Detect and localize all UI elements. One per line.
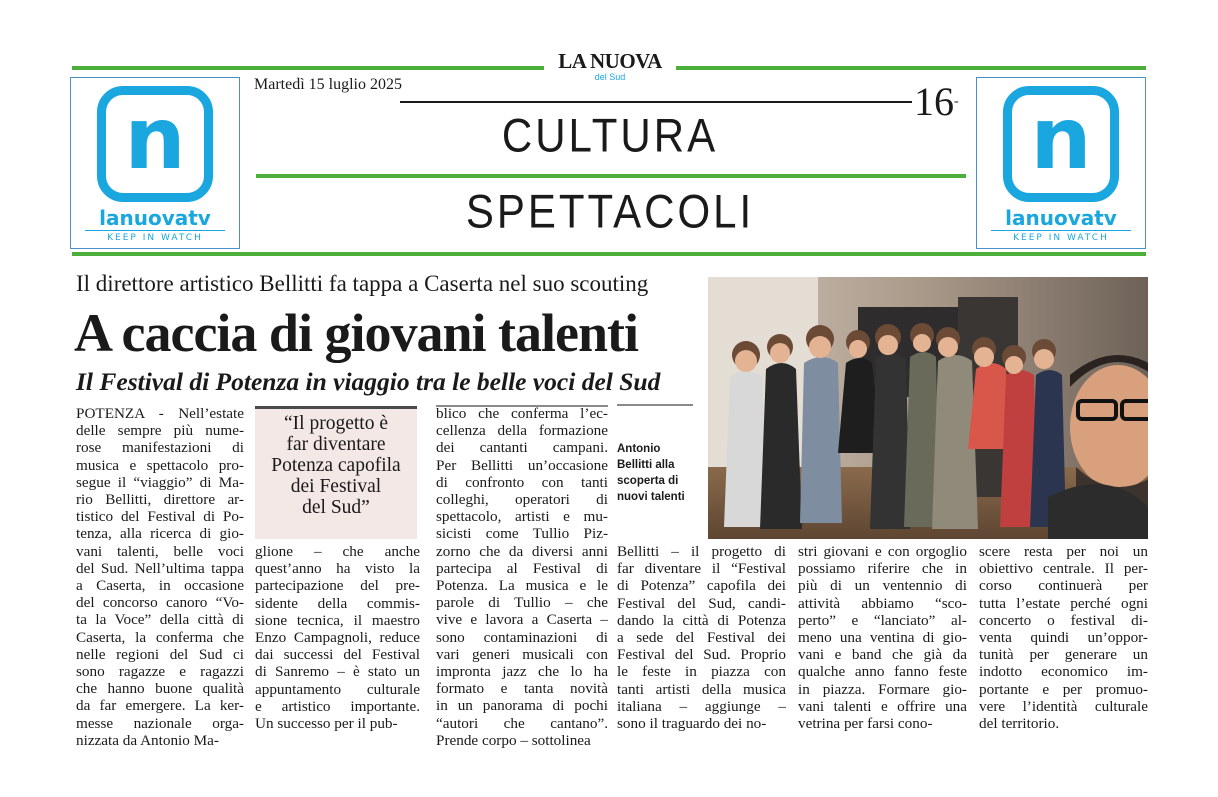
- body-text-line: vani talenti e offrire una: [798, 697, 967, 715]
- body-text-line: ta la Voce” della città di: [76, 611, 244, 629]
- body-text-line: partecipa al Festival di: [436, 559, 608, 577]
- body-text-line: tutta l’estate perché ogni: [979, 594, 1148, 612]
- page-number: 16: [914, 79, 954, 124]
- body-text-line: attività abbiamo “sco-: [798, 594, 967, 612]
- body-text-line: quest’anno ha visto la: [255, 560, 420, 578]
- body-text-line: parole di Tullio – che: [436, 594, 608, 612]
- body-text-line: cellenza della formazione: [436, 422, 608, 440]
- body-text-line: Festival del Sud, candi-: [617, 594, 786, 612]
- pull-quote-line: far diventare: [286, 434, 386, 455]
- article-headline: A caccia di giovani talenti: [74, 303, 638, 363]
- body-text-line: obiettivo centrale. Il per-: [979, 560, 1148, 578]
- pull-quote: [255, 406, 417, 539]
- article-column-1: [76, 405, 244, 749]
- body-text-line: zorno che da diversi anni: [436, 542, 608, 560]
- photo-illustration: [708, 277, 1148, 539]
- body-text-line: in un panorama di pochi: [436, 697, 608, 715]
- pull-quote-line: “Il progetto è: [284, 413, 388, 434]
- body-text-line: messe nazionale orga-: [76, 714, 244, 732]
- body-text-line: di Sanremo – è stato un: [255, 663, 420, 681]
- body-text-line: sione tecnica, il maestro: [255, 611, 420, 629]
- body-text-line: sono contaminazioni di: [436, 628, 608, 646]
- body-text-line: Per Bellitti un’occasione: [436, 456, 608, 474]
- body-text-line: dai successi del Festival: [255, 646, 420, 664]
- body-text-line: sidente della commis-: [255, 594, 420, 612]
- body-text-line: colleghi, operatori di: [436, 491, 608, 509]
- pull-quote-bar: [255, 406, 417, 409]
- event-photo: [708, 277, 1148, 539]
- masthead-subtitle: del Sud: [594, 72, 626, 82]
- n-logo-icon: n: [97, 86, 213, 202]
- masthead-title: LA NUOVA: [558, 49, 662, 73]
- date-rule: [400, 101, 912, 103]
- body-text-line: venta quindi un’oppor-: [979, 629, 1148, 647]
- caption-line: scoperta di: [617, 475, 679, 487]
- body-text-line: italiana – aggiunge –: [617, 697, 786, 715]
- body-text-line: qualche anno fanno feste: [798, 663, 967, 681]
- body-text-line: concerto o festival di-: [979, 611, 1148, 629]
- body-text-line: vetrina per farsi cono-: [798, 715, 933, 733]
- body-text-line: vere l’identità culturale: [979, 697, 1148, 715]
- body-text-line: vani e band che già da: [798, 646, 967, 664]
- article-column-4: [617, 543, 786, 732]
- body-text-line: perto” e “lanciato” al-: [798, 611, 967, 629]
- body-text-line: indotto economico im-: [979, 663, 1148, 681]
- body-text-line: glione – che anche: [255, 543, 420, 560]
- body-text-line: di confronto con tanti: [436, 473, 608, 491]
- body-text-line: tenza, alla ricerca di gio-: [76, 525, 244, 543]
- pull-quote-line: del Sud”: [302, 497, 370, 518]
- body-text-line: vive e lavora a Caserta –: [436, 611, 608, 629]
- body-text-line: appuntamento culturale: [255, 680, 420, 698]
- body-text-line: del Sud. Nell’ultima tappa: [76, 559, 244, 577]
- body-text-line: scere resta per noi un: [979, 543, 1148, 560]
- photo-caption: [617, 441, 685, 505]
- body-text-line: POTENZA - Nell’estate: [76, 405, 244, 422]
- ad-brand: lanuovatv: [1005, 206, 1117, 230]
- body-text-line: più di un ventennio di: [798, 577, 967, 595]
- section-title-spettacoli: SPETTACOLI: [465, 185, 755, 238]
- body-text-line: di Potenza” capofila dei: [617, 577, 786, 595]
- body-text-line: sono il traguardo dei no-: [617, 715, 767, 733]
- article-column-3: [436, 405, 608, 749]
- article-column-5: [798, 543, 967, 732]
- body-text-line: sono ragazze e ragazzi: [76, 663, 244, 681]
- body-text-line: a sede del Festival dei: [617, 629, 786, 647]
- body-text-line: impronta jazz che lo ha: [436, 663, 608, 681]
- ad-tagline: KEEP IN WATCH: [991, 230, 1131, 243]
- body-text-line: in piazza. Formare gio-: [798, 680, 967, 698]
- body-text-line: Un successo per il pub-: [255, 715, 398, 733]
- body-text-line: dando la città di Potenza: [617, 611, 786, 629]
- masthead-logo: [546, 50, 674, 82]
- body-text-line: corso continuerà per: [979, 577, 1148, 595]
- body-text-line: e artistico importante.: [255, 697, 420, 715]
- body-text-line: vari generi musicali con: [436, 645, 608, 663]
- body-text-line: del territorio.: [979, 715, 1060, 733]
- body-text-line: stri giovani e con orgoglio: [798, 543, 967, 560]
- section-divider: [256, 174, 966, 178]
- caption-line: Antonio: [617, 443, 661, 455]
- caption-line: Bellitti alla: [617, 459, 675, 471]
- body-text-line: le feste in piazza con: [617, 663, 786, 681]
- body-text-line: dei cantanti campani.: [436, 439, 608, 457]
- pull-quote-line: dei Festival: [290, 476, 382, 497]
- body-text-line: Bellitti – il progetto di: [617, 543, 786, 560]
- body-text-line: Caserta, la conferma che: [76, 628, 244, 646]
- section-bottom-rule: [72, 252, 1146, 256]
- body-text-line: far diventare il “Festival: [617, 560, 786, 578]
- body-text-line: possiamo riferire che in: [798, 560, 967, 578]
- body-text-line: Prende corpo – sottolinea: [436, 731, 591, 749]
- body-text-line: “autori che cantano”.: [436, 714, 608, 732]
- lanuovatv-ad-left[interactable]: [70, 77, 240, 249]
- article-column-2: [255, 543, 420, 732]
- pull-quote-text: [259, 413, 413, 518]
- ad-brand: lanuovatv: [99, 206, 211, 230]
- body-text-line: Festival del Sud. Proprio: [617, 646, 786, 664]
- caption-rule: [617, 404, 693, 406]
- body-text-line: che hanno buone qualità: [76, 680, 244, 698]
- body-text-line: tunità per generare un: [979, 646, 1148, 664]
- body-text-line: partecipazione del pre-: [255, 577, 420, 595]
- pull-quote-line: Potenza capofila: [271, 455, 401, 476]
- article-column-6: [979, 543, 1148, 732]
- body-text-line: Enzo Campagnoli, reduce: [255, 629, 420, 647]
- body-text-line: a Caserta, in occasione: [76, 577, 244, 595]
- body-text-line: meno una ventina di gio-: [798, 629, 967, 647]
- body-text-line: nizzata da Antonio Ma-: [76, 731, 219, 749]
- lanuovatv-ad-right[interactable]: [976, 77, 1146, 249]
- body-text-line: tanti artisti della musica: [617, 680, 786, 698]
- body-text-line: spettacolo, artisti e mu-: [436, 508, 608, 526]
- body-text-line: blico che conferma l’ec-: [436, 405, 608, 422]
- page-mark: -: [954, 94, 959, 109]
- body-text-line: Potenza. La musica e le: [436, 577, 608, 595]
- body-text-line: musica e spettacolo pro-: [76, 456, 244, 474]
- article-kicker: Il direttore artistico Bellitti fa tappa a Caserta nel suo scouting: [76, 271, 649, 296]
- body-text-line: portante e per promuo-: [979, 680, 1148, 698]
- issue-date: Martedì 15 luglio 2025: [254, 76, 402, 93]
- ad-tagline: KEEP IN WATCH: [85, 230, 225, 243]
- body-text-line: nelle regioni del Sud ci: [76, 645, 244, 663]
- body-text-line: rio Bellitti, direttore ar-: [76, 491, 244, 509]
- body-text-line: da far emergere. La ker-: [76, 697, 244, 715]
- body-text-line: delle sempre più nume-: [76, 422, 244, 440]
- body-text-line: segue il “viaggio” di Ma-: [76, 473, 244, 491]
- top-rule-right: [676, 66, 1146, 70]
- body-text-line: formato e tanta novità: [436, 680, 608, 698]
- top-rule-left: [72, 66, 544, 70]
- caption-line: nuovi talenti: [617, 491, 685, 503]
- body-text-line: vani talenti, belle voci: [76, 542, 244, 560]
- body-text-line: tistico del Festival di Po-: [76, 508, 244, 526]
- article-subhead: Il Festival di Potenza in viaggio tra le belle voci del Sud: [76, 367, 661, 396]
- n-logo-icon: n: [1003, 86, 1119, 202]
- body-text-line: del concorso canoro “Vo-: [76, 594, 244, 612]
- body-text-line: sicisti come Tullio Piz-: [436, 525, 608, 543]
- section-title-cultura: CULTURA: [501, 109, 719, 162]
- body-text-line: rose manifestazioni di: [76, 439, 244, 457]
